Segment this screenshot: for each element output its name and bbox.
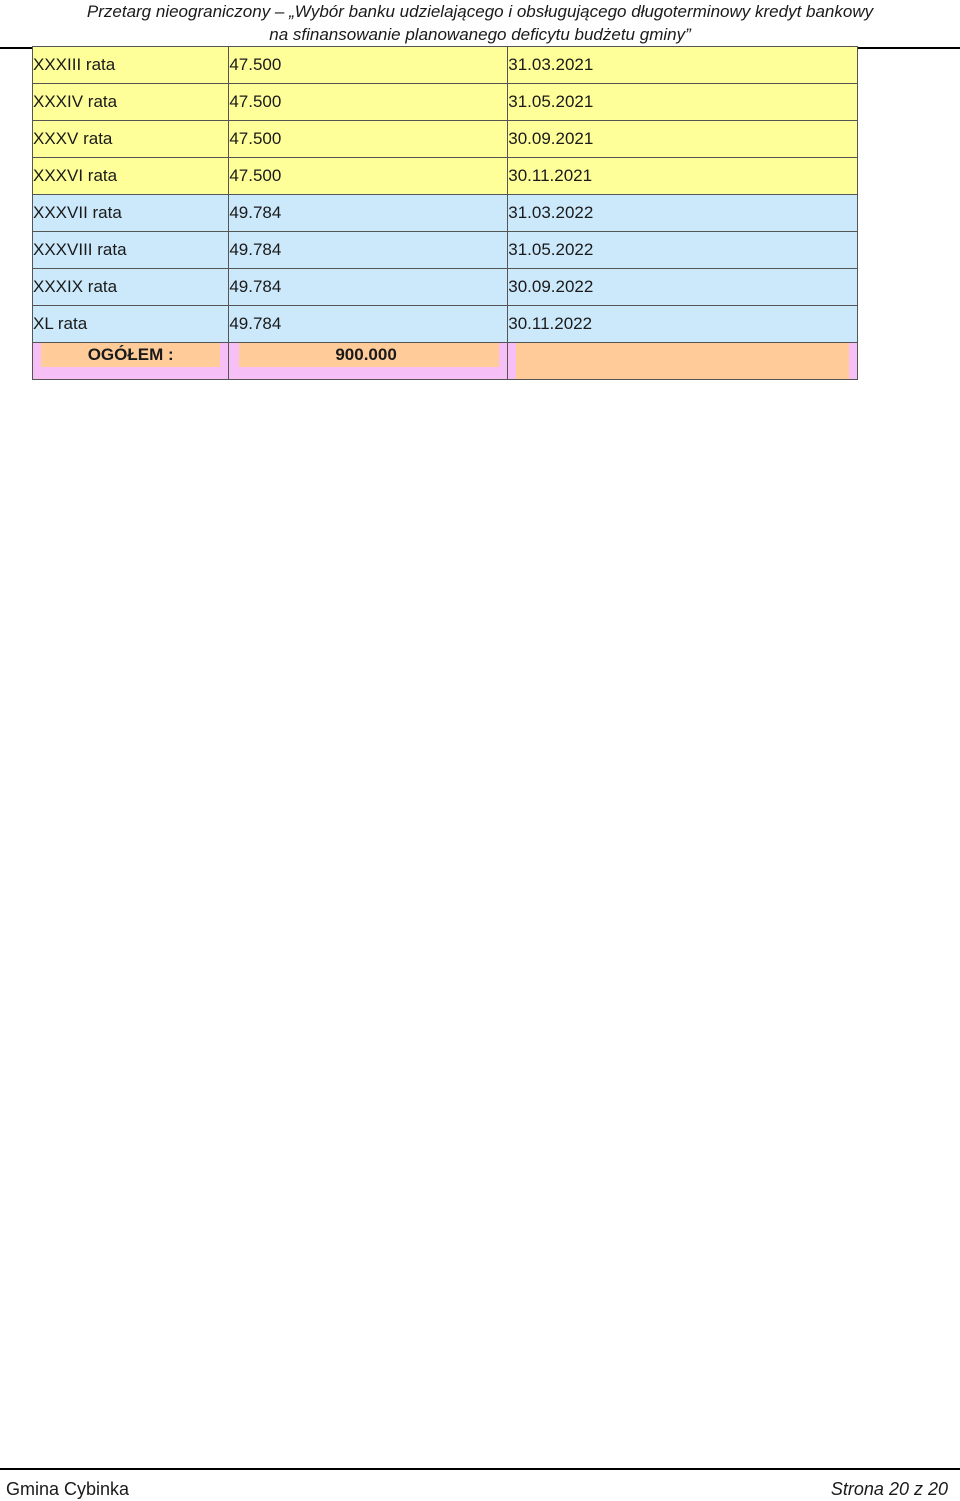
- table-row: [33, 84, 858, 121]
- installment-amount: 47.500: [229, 121, 508, 158]
- installment-date: 31.05.2022: [508, 232, 858, 269]
- repayment-schedule-table: [32, 46, 858, 380]
- table-row: [33, 306, 858, 343]
- table-row: [33, 121, 858, 158]
- total-amount-cell: [229, 343, 508, 380]
- installment-amount: 47.500: [229, 47, 508, 84]
- installment-date: 30.09.2022: [508, 269, 858, 306]
- installment-date: 30.11.2021: [508, 158, 858, 195]
- total-date-empty: [516, 343, 849, 379]
- total-row: [33, 343, 858, 380]
- table-row: [33, 232, 858, 269]
- installment-amount: 47.500: [229, 84, 508, 121]
- header-title-line2: na sfinansowanie planowanego deficytu budżetu gminy”: [269, 25, 691, 44]
- installment-date: 31.03.2021: [508, 47, 858, 84]
- installment-date: 30.11.2022: [508, 306, 858, 343]
- total-amount: 900.000: [239, 343, 499, 367]
- installment-name: XXXVI rata: [33, 158, 229, 195]
- footer-organization: Gmina Cybinka: [6, 1479, 130, 1499]
- installment-name: XXXVII rata: [33, 195, 229, 232]
- installment-name: XXXVIII rata: [33, 232, 229, 269]
- footer-divider: [0, 1468, 960, 1470]
- total-label: OGÓŁEM :: [41, 343, 220, 367]
- installment-amount: 49.784: [229, 195, 508, 232]
- installment-name: XXXIX rata: [33, 269, 229, 306]
- installment-amount: 49.784: [229, 269, 508, 306]
- installment-amount: 49.784: [229, 232, 508, 269]
- table-row: [33, 158, 858, 195]
- installment-amount: 49.784: [229, 306, 508, 343]
- total-date-cell: [508, 343, 858, 380]
- installment-date: 31.05.2021: [508, 84, 858, 121]
- installment-date: 30.09.2021: [508, 121, 858, 158]
- installment-name: XXXV rata: [33, 121, 229, 158]
- table-row: [33, 195, 858, 232]
- table-row: [33, 269, 858, 306]
- installment-name: XL rata: [33, 306, 229, 343]
- installment-date: 31.03.2022: [508, 195, 858, 232]
- installment-name: XXXIV rata: [33, 84, 229, 121]
- page-header: [0, 0, 960, 48]
- table-row: [33, 47, 858, 84]
- installment-name: XXXIII rata: [33, 47, 229, 84]
- header-title-line1: Przetarg nieograniczony – „Wybór banku udzielającego i obsługującego długoterminowy kredyt bankowy: [86, 2, 874, 21]
- total-label-cell: [33, 343, 229, 380]
- footer-page-number: Strona 20 z 20: [830, 1479, 948, 1499]
- installment-amount: 47.500: [229, 158, 508, 195]
